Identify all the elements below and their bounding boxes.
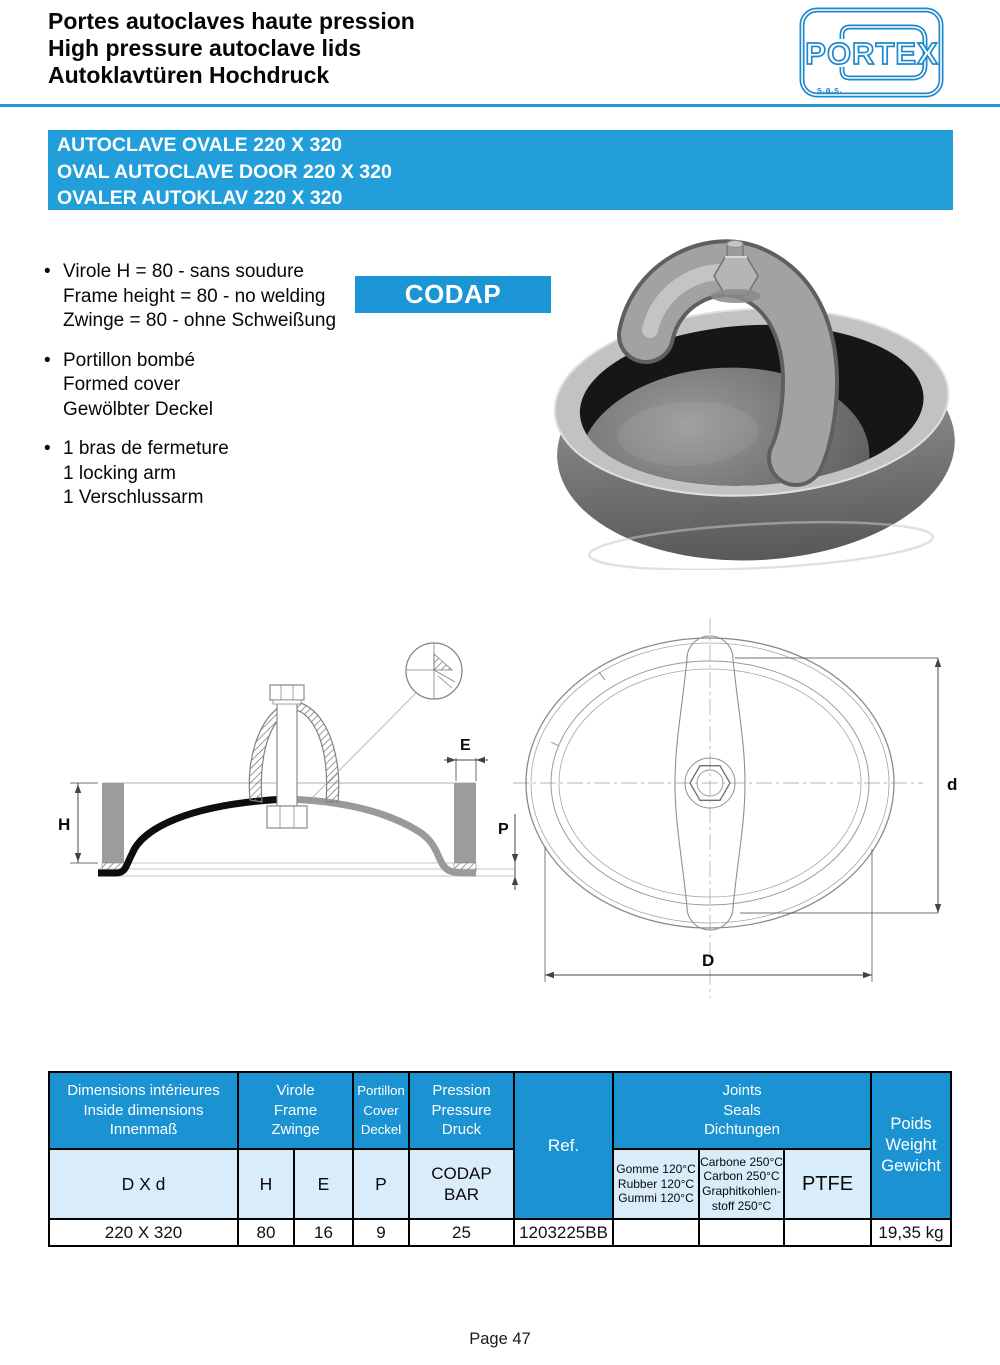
header-title-en: High pressure autoclave lids: [48, 35, 362, 61]
col-header-ref: Ref.: [514, 1072, 613, 1219]
value-h: 80: [238, 1219, 294, 1246]
dimension-E: [444, 757, 488, 781]
header-line: Innenmaß: [109, 1121, 178, 1139]
subheader-h: H: [238, 1149, 294, 1219]
feature-list: [44, 260, 374, 526]
subheader-dxd: D X d: [49, 1149, 238, 1219]
value-ptfe: [784, 1219, 871, 1246]
codap-badge: CODAP: [355, 276, 551, 313]
header-line: Deckel: [360, 1122, 402, 1138]
header-line: Carbon 250°C: [703, 1169, 780, 1184]
header-line: Carbone 250°C: [700, 1154, 783, 1169]
col-header-joints: [613, 1072, 871, 1149]
header-title-de: Autoklavtüren Hochdruck: [48, 62, 330, 88]
feature-line: Virole H = 80 - sans soudure: [63, 261, 304, 282]
page-title: [48, 8, 415, 89]
header-line: Druck: [441, 1121, 482, 1139]
feature-item: [44, 260, 374, 334]
product-photo: [548, 230, 973, 570]
value-carbon: [699, 1219, 784, 1246]
header-line: Dichtungen: [704, 1121, 780, 1139]
value-dxd: 220 X 320: [49, 1219, 238, 1246]
header-divider: [0, 104, 1000, 107]
dim-label-E: E: [460, 737, 471, 754]
feature-line: Formed cover: [63, 374, 181, 395]
bullet-icon: •: [44, 438, 51, 459]
subheader-p: P: [353, 1149, 409, 1219]
header-line: Pressure: [431, 1101, 492, 1119]
dim-label-d: d: [947, 775, 958, 794]
header-line: Gewicht: [881, 1157, 941, 1175]
spec-table: [48, 1071, 952, 1247]
header-line: stoff 250°C: [711, 1198, 772, 1213]
feature-line: 1 bras de fermeture: [63, 438, 229, 459]
logo-suffix-text: s.a.s.: [817, 85, 843, 95]
frame-wall-left: [102, 783, 124, 863]
value-poids: 19,35 kg: [871, 1219, 951, 1246]
header-line: Virole: [276, 1082, 315, 1100]
col-header-portillon: [353, 1072, 409, 1149]
col-header-dimensions: [49, 1072, 238, 1149]
weld-detail-circle: [312, 643, 462, 798]
header-line: Cover: [363, 1102, 399, 1118]
feature-line: Portillon bombé: [63, 349, 196, 371]
logo-brand-text: PORTEX: [805, 36, 939, 71]
header-line: Portillon: [357, 1083, 405, 1099]
page-number: Page 47: [469, 1330, 531, 1348]
portex-logo: [797, 3, 949, 105]
header-line: Weight: [885, 1136, 937, 1154]
header-line: Joints: [722, 1082, 762, 1100]
subheader-codap-bar: [409, 1149, 514, 1219]
dome-section-right: [286, 799, 476, 873]
bullet-icon: •: [44, 349, 51, 371]
dim-label-D: D: [702, 951, 715, 970]
header-line: Gummi 120°C: [618, 1191, 694, 1206]
value-p: 9: [353, 1219, 409, 1246]
subheader-rubber: [613, 1149, 699, 1219]
top-view-drawing: [505, 602, 1000, 1017]
value-ref: 1203225BB: [514, 1219, 613, 1246]
dimension-H: [70, 783, 98, 863]
feature-item: [44, 437, 374, 511]
header-line: Seals: [723, 1101, 761, 1119]
header-line: BAR: [444, 1185, 479, 1204]
banner-line-de: OVALER AUTOKLAV 220 X 320: [57, 187, 343, 209]
feature-item: [44, 349, 374, 423]
subheader-e: E: [294, 1149, 353, 1219]
dimension-d: [735, 658, 941, 913]
dim-label-H: H: [58, 815, 71, 834]
header-line: Poids: [890, 1115, 932, 1133]
banner-line-fr: AUTOCLAVE OVALE 220 X 320: [57, 134, 343, 156]
col-header-pression: [409, 1072, 514, 1149]
col-header-virole: [238, 1072, 353, 1149]
header-line: Pression: [432, 1082, 491, 1100]
frame-wall-right: [454, 783, 476, 863]
header-line: Inside dimensions: [83, 1101, 204, 1119]
value-codap: 25: [409, 1219, 514, 1246]
header-title-fr: Portes autoclaves haute pression: [48, 8, 415, 34]
feature-line: 1 locking arm: [63, 462, 176, 484]
feature-line: Gewölbter Deckel: [63, 398, 213, 420]
product-banner: [48, 130, 953, 210]
feature-line: 1 Verschlussarm: [63, 487, 204, 508]
dome-section-left: [98, 799, 286, 873]
dim-label-P: P: [498, 821, 509, 838]
feature-line: Frame height = 80 - no welding: [63, 285, 326, 307]
header-line: Zwinge: [271, 1121, 320, 1139]
header-line: CODAP: [431, 1164, 492, 1183]
cross-section-drawing: [40, 618, 540, 908]
subheader-carbon: [699, 1149, 784, 1219]
bullet-icon: •: [44, 261, 51, 282]
header-line: Rubber 120°C: [617, 1176, 695, 1191]
banner-line-en: OVAL AUTOCLAVE DOOR 220 X 320: [57, 160, 392, 183]
value-rubber: [613, 1219, 699, 1246]
header-line: Frame: [273, 1101, 318, 1119]
subheader-ptfe: PTFE: [784, 1149, 871, 1219]
feature-line: Zwinge = 80 - ohne Schweißung: [63, 310, 337, 331]
col-header-poids: [871, 1072, 951, 1219]
header-line: Graphitkohlen-: [702, 1184, 781, 1198]
value-e: 16: [294, 1219, 353, 1246]
header-line: Gomme 120°C: [616, 1162, 696, 1177]
header-line: Dimensions intérieures: [67, 1082, 220, 1100]
